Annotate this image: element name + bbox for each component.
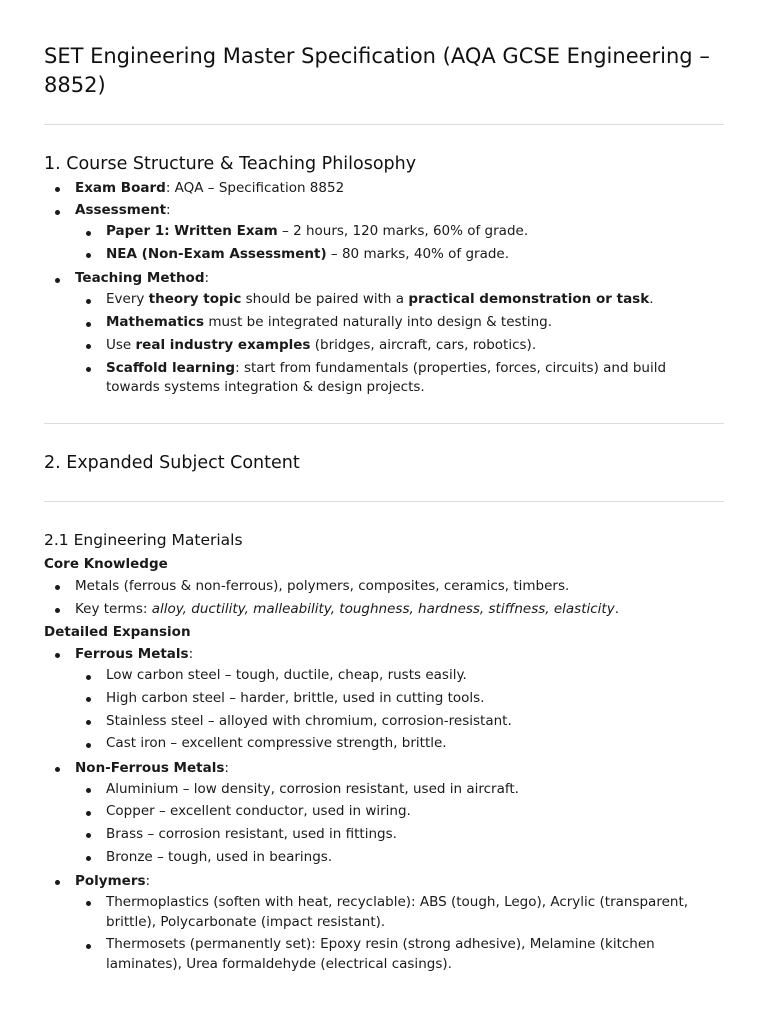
text: (bridges, aircraft, cars, robotics).: [310, 336, 537, 353]
list-item-polymers: [75, 870, 724, 977]
core-knowledge-label: Core Knowledge: [44, 555, 168, 572]
assessment-sublist: [75, 221, 724, 266]
non-ferrous-sublist: [75, 778, 724, 869]
label: NEA (Non-Exam Assessment): [106, 246, 327, 263]
value: – 80 marks, 40% of grade.: [326, 246, 510, 263]
list-item: High carbon steel – harder, brittle, used in cutting tools.: [106, 687, 724, 710]
label: Paper 1: Written Exam: [106, 223, 278, 240]
list-item: Metals (ferrous & non-ferrous), polymers, composites, ceramics, timbers.: [75, 575, 724, 598]
list-item-assessment: [75, 200, 724, 268]
core-knowledge-list: [44, 575, 724, 620]
list-item-non-ferrous: [75, 757, 724, 870]
colon: :: [224, 759, 229, 776]
bold-text: Scaffold learning: [106, 359, 236, 376]
section-1-list: [44, 177, 724, 401]
bold-text: real industry examples: [135, 336, 311, 353]
bold-text: theory topic: [148, 291, 242, 308]
text: Use: [106, 336, 136, 353]
list-item-exam-board: [75, 177, 724, 200]
list-item-ferrous: [75, 643, 724, 756]
label: Teaching Method: [75, 270, 205, 287]
list-item: Thermosets (permanently set): Epoxy resin (strong adhesive), Melamine (kitchen laminates), Urea formaldehyde (electrical casings).: [106, 934, 724, 976]
text: must be integrated naturally into design & testing.: [204, 314, 553, 331]
list-item: Low carbon steel – tough, ductile, cheap, rusts easily.: [106, 665, 724, 688]
list-item: Copper – excellent conductor, used in wiring.: [106, 801, 724, 824]
label: Ferrous Metals: [75, 646, 189, 663]
section-1-heading: 1. Course Structure & Teaching Philosophy: [44, 154, 417, 174]
section-2-1-heading: 2.1 Engineering Materials: [44, 530, 243, 549]
list-item: Aluminium – low density, corrosion resistant, used in aircraft.: [106, 778, 724, 801]
list-item-theory: [106, 289, 724, 312]
list-item: Cast iron – excellent compressive strength, brittle.: [106, 733, 724, 756]
italic-text: alloy, ductility, malleability, toughness, hardness, stiffness, elasticity: [151, 600, 615, 617]
list-item-key-terms: [75, 598, 724, 621]
detailed-expansion-list: [44, 643, 724, 977]
text: .: [649, 291, 654, 308]
colon: :: [188, 646, 194, 663]
page-title: SET Engineering Master Specification (AQA GCSE Engineering – 8852): [44, 44, 710, 97]
value: : AQA – Specification 8852: [165, 179, 345, 196]
colon: :: [204, 270, 210, 287]
colon: :: [166, 202, 171, 219]
list-item: Bronze – tough, used in bearings.: [106, 846, 724, 869]
label: Exam Board: [75, 179, 166, 196]
bold-text: Mathematics: [106, 314, 205, 331]
list-item-paper1: [106, 221, 724, 244]
list-item: Thermoplastics (soften with heat, recyclable): ABS (tough, Lego), Acrylic (transparent, brittle), Polycarbonate (impact resistant).: [106, 891, 724, 933]
divider: [44, 124, 724, 125]
text: .: [614, 600, 620, 617]
value: – 2 hours, 120 marks, 60% of grade.: [277, 223, 529, 240]
divider: [44, 423, 724, 424]
list-item-scaffold: [106, 357, 724, 399]
list-item-industry: [106, 334, 724, 357]
section-2-heading: 2. Expanded Subject Content: [44, 452, 300, 473]
text: should be paired with a: [241, 291, 409, 308]
list-item-mathematics: [106, 312, 724, 335]
detailed-expansion-label: Detailed Expansion: [44, 623, 191, 640]
list-item: Stainless steel – alloyed with chromium, corrosion-resistant.: [106, 710, 724, 733]
list-item: Brass – corrosion resistant, used in fittings.: [106, 823, 724, 846]
text: : start from fundamentals (properties, forces, circuits) and build towards systems integration & design projects.: [106, 359, 667, 395]
divider: [44, 501, 724, 502]
label: Non-Ferrous Metals: [75, 759, 225, 776]
bold-text: practical demonstration or task: [408, 291, 650, 308]
colon: :: [145, 872, 151, 889]
ferrous-sublist: [75, 665, 724, 756]
teaching-sublist: [75, 289, 724, 399]
polymers-sublist: [75, 891, 724, 975]
text: Every: [106, 291, 149, 308]
list-item-nea: [106, 243, 724, 266]
label: Assessment: [75, 202, 167, 219]
text: Key terms:: [75, 600, 152, 617]
list-item-teaching-method: [75, 268, 724, 401]
label: Polymers: [75, 872, 146, 889]
